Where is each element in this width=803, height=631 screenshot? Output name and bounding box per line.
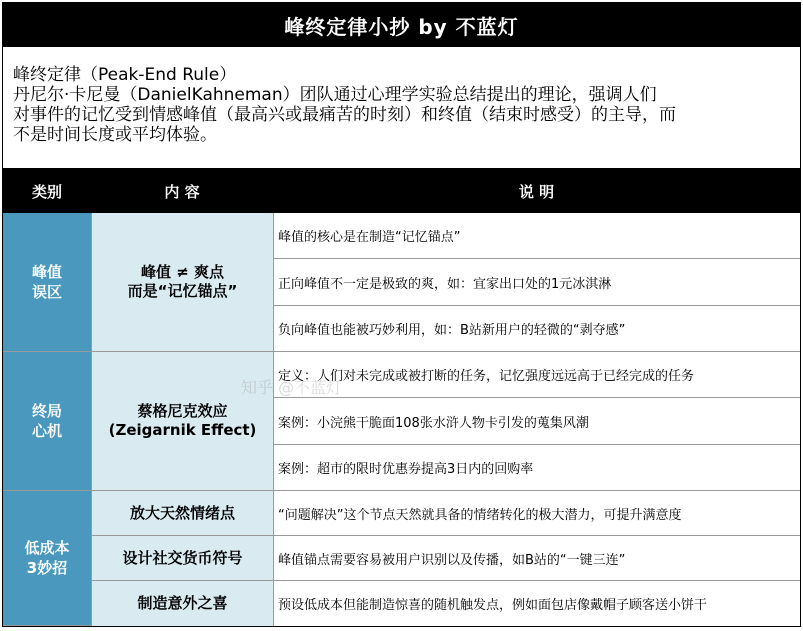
description-cell: 定义：人们对未完成或被打断的任务，记忆强度远远高于已经完成的任务 — [273, 352, 800, 398]
intro-line-3: 对事件的记忆受到情感峰值（最高兴或最痛苦的时刻）和终值（结束时感受）的主导，而 — [13, 105, 676, 125]
content-cell — [91, 213, 273, 352]
description-cell: 正向峰值不一定是极致的爽，如：宜家出口处的1元冰淇淋 — [273, 259, 800, 306]
category-cell — [3, 491, 91, 626]
content-line: 峰值 ≠ 爽点 — [140, 263, 224, 281]
header-category: 类别 — [31, 182, 62, 201]
intro-text — [3, 47, 800, 169]
description-cell: 负向峰值也能被巧妙利用，如：B站新用户的轻微的“剥夺感” — [273, 306, 800, 352]
description-cell: 案例：小浣熊干脆面108张水浒人物卡引发的蒐集风潮 — [273, 398, 800, 445]
content-line: (Zeigarnik Effect) — [108, 421, 257, 439]
content-cell: 制造意外之喜 — [91, 581, 273, 626]
category-line: 低成本 — [24, 539, 70, 557]
watermark: 知乎 @不蓝灯 — [241, 378, 343, 397]
category-line: 心机 — [31, 422, 62, 440]
page-title: 峰终定律小抄 by 不蓝灯 — [3, 3, 800, 47]
intro-line-2: 丹尼尔·卡尼曼（DanielKahneman）团队通过心理学实验总结提出的理论，强调人们 — [13, 85, 657, 105]
category-cell — [3, 352, 91, 491]
content-cell — [91, 352, 273, 491]
intro-line-4: 不是时间长度或平均体验。 — [13, 125, 217, 145]
table-header — [3, 169, 800, 213]
category-cell — [3, 213, 91, 352]
description-cell: “问题解决”这个节点天然就具备的情绪转化的极大潜力，可提升满意度 — [273, 491, 800, 536]
header-content: 内 容 — [164, 182, 200, 201]
description-cell: 峰值锚点需要容易被用户识别以及传播，如B站的“一键三连” — [273, 536, 800, 581]
content-line: 蔡格尼克效应 — [137, 402, 228, 420]
category-line: 3妙招 — [26, 559, 68, 577]
description-cell: 案例：超市的限时优惠券提高3日内的回购率 — [273, 445, 800, 491]
description-cell: 预设低成本但能制造惊喜的随机触发点，例如面包店像戴帽子顾客送小饼干 — [273, 581, 800, 626]
cheat-sheet — [2, 2, 801, 627]
category-line: 误区 — [31, 283, 62, 301]
category-line: 终局 — [31, 402, 62, 420]
category-line: 峰值 — [31, 263, 62, 281]
content-cell: 放大天然情绪点 — [91, 491, 273, 536]
content-line: 而是“记忆锚点” — [127, 282, 238, 300]
content-cell: 设计社交货币符号 — [91, 536, 273, 581]
intro-line-1: 峰终定律（Peak-End Rule） — [13, 65, 237, 85]
header-description: 说 明 — [518, 182, 555, 201]
description-cell: 峰值的核心是在制造“记忆锚点” — [273, 213, 800, 259]
